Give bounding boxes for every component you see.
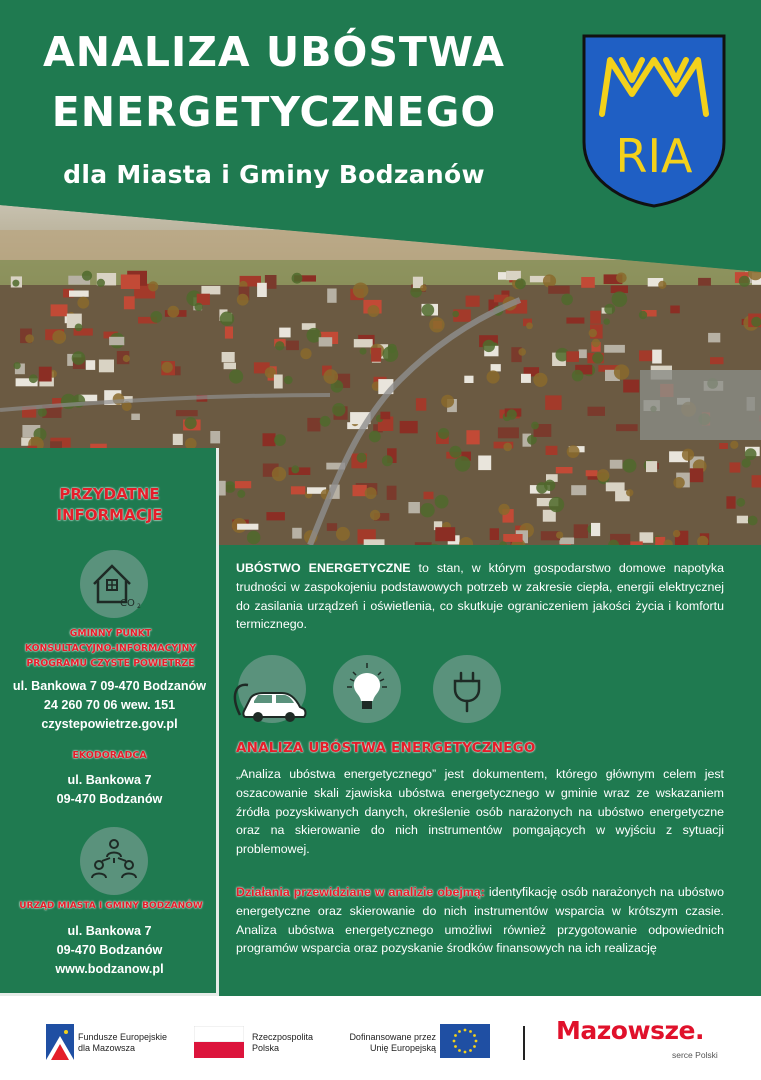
tree xyxy=(272,467,286,481)
analiza-paragraph: „Analiza ubóstwa energetycznego” jest dokumentem, którego głównym celem jest oszacowanie skali zjawiska ubóstwa energetycznego w gminie wraz ze wskazaniem źródła pozyskiwanych danych, określenie osób narażonych na ubóstwo energetyczne oraz na skierowanie do nich instrumentów pomgających w wyjściu z sytuacji problemowej. xyxy=(236,767,724,857)
light-bulb-icon xyxy=(333,655,401,723)
house-roof xyxy=(224,363,236,370)
house-roof xyxy=(503,534,522,542)
tree xyxy=(597,469,610,482)
house-roof xyxy=(690,468,704,482)
mazowsze-tagline: serce Polski xyxy=(672,1050,718,1060)
page-subtitle: dla Miasta i Gminy Bodzanów xyxy=(63,160,485,189)
tree xyxy=(612,291,628,307)
house-roof xyxy=(387,486,397,500)
house-roof xyxy=(69,291,89,297)
tree xyxy=(567,445,580,458)
house-roof xyxy=(646,461,657,472)
tree xyxy=(29,374,38,383)
urzad-heading: URZĄD MIASTA I GMINY BODZANÓW xyxy=(19,901,203,911)
house-roof xyxy=(279,328,290,338)
house-roof xyxy=(353,485,367,496)
house-roof xyxy=(559,538,574,545)
house-roof xyxy=(604,345,625,353)
house-roof xyxy=(99,360,114,373)
eu-label-line2: Unię Europejską xyxy=(369,1043,436,1053)
house-roof xyxy=(606,482,625,491)
tree xyxy=(382,455,393,466)
tree xyxy=(82,271,92,281)
house-roof xyxy=(498,272,506,280)
tree xyxy=(572,370,584,382)
dzialania-paragraph xyxy=(236,883,724,958)
tree xyxy=(237,294,249,306)
tree xyxy=(561,294,573,306)
tree xyxy=(604,318,610,324)
house-roof xyxy=(327,523,337,531)
eu-star xyxy=(453,1040,456,1043)
house-roof xyxy=(86,360,95,370)
dzialania-heading: Działania przewidziane w analizie obejmą: xyxy=(236,885,485,899)
tree xyxy=(148,281,158,291)
tree xyxy=(383,346,399,362)
house-roof xyxy=(124,296,135,309)
tree xyxy=(658,281,666,289)
urzad-address-line1: ul. Bankowa 7 xyxy=(67,924,152,938)
tree xyxy=(353,283,369,299)
house-roof xyxy=(545,395,561,410)
house-roof xyxy=(235,481,251,488)
tree xyxy=(220,312,234,326)
house-roof xyxy=(210,431,220,443)
gpk-phone: 24 260 70 06 wew. 151 xyxy=(43,698,176,712)
tree xyxy=(360,348,367,355)
house-roof xyxy=(201,286,220,295)
house-roof xyxy=(464,376,473,383)
tree xyxy=(739,276,750,287)
tree xyxy=(237,490,245,498)
fe-label-line2: dla Mazowsza xyxy=(78,1043,136,1053)
intro-term: UBÓSTWO ENERGETYCZNE xyxy=(236,561,411,575)
house-roof xyxy=(292,528,302,539)
fe-logo-icon xyxy=(46,1024,74,1060)
house-roof xyxy=(590,311,601,324)
house-roof xyxy=(579,349,587,358)
tree xyxy=(745,448,757,460)
house-roof xyxy=(408,502,420,513)
people-network-icon xyxy=(80,827,148,895)
eu-star xyxy=(473,1034,476,1037)
house-roof xyxy=(708,333,720,343)
tree xyxy=(592,339,600,347)
house-roof xyxy=(623,380,639,393)
house-roof xyxy=(616,424,638,431)
house-roof xyxy=(371,348,381,362)
house-roof xyxy=(586,470,598,476)
house-roof xyxy=(478,456,491,471)
house-roof xyxy=(266,512,285,520)
tree xyxy=(515,278,526,289)
tree xyxy=(452,311,459,318)
house-roof xyxy=(257,283,267,297)
house-roof xyxy=(491,364,501,371)
tree xyxy=(368,305,380,317)
tree xyxy=(616,273,627,284)
tree xyxy=(291,465,299,473)
urzad-address-line2: 09-470 Bodzanów xyxy=(56,943,163,957)
tree xyxy=(77,297,89,309)
tree xyxy=(247,531,261,545)
house-roof xyxy=(548,286,570,294)
mazowsze-logo: Mazowsze. xyxy=(556,1016,704,1045)
page-title-line2: ENERGETYCZNEGO xyxy=(51,88,497,136)
tree xyxy=(736,498,745,507)
gpk-line1: GMINNY PUNKT xyxy=(69,628,152,639)
tree xyxy=(543,274,556,287)
tree xyxy=(162,362,173,373)
gpk-website[interactable]: czystepowietrze.gov.pl xyxy=(41,717,178,731)
tree xyxy=(544,480,555,491)
tree xyxy=(14,362,21,369)
tree xyxy=(673,477,684,488)
eu-star xyxy=(454,1034,457,1037)
eu-star xyxy=(464,1029,467,1032)
house-roof xyxy=(571,485,586,495)
tree xyxy=(503,443,512,452)
eu-star xyxy=(464,1051,467,1054)
tree xyxy=(229,369,243,383)
house-roof xyxy=(291,486,305,494)
tree xyxy=(531,422,539,430)
house-roof xyxy=(416,398,426,411)
tree xyxy=(336,527,350,541)
gpk-line2: KONSULTACYJNO-INFORMACYJNY xyxy=(24,643,197,654)
house-roof xyxy=(415,542,432,545)
tree xyxy=(332,403,345,416)
poland-flag-icon xyxy=(194,1026,244,1058)
tree xyxy=(589,329,597,337)
tree xyxy=(284,376,293,385)
power-plug-icon xyxy=(433,655,501,723)
tree xyxy=(150,311,162,323)
house-roof xyxy=(521,374,531,383)
tree xyxy=(639,311,647,319)
tree xyxy=(420,285,427,292)
tree xyxy=(682,449,694,461)
co2-label: CO xyxy=(120,598,135,609)
tree xyxy=(300,348,311,359)
gpk-heading xyxy=(8,626,213,671)
eu-star xyxy=(469,1049,472,1052)
house-roof xyxy=(670,306,680,314)
useful-info-title-line1: PRZYDATNE xyxy=(59,485,160,503)
tree xyxy=(556,532,563,539)
crest-text: RIA xyxy=(615,129,693,183)
tree xyxy=(623,459,637,473)
house-roof xyxy=(719,443,728,449)
tree xyxy=(369,431,381,443)
tree xyxy=(626,489,633,496)
gpk-address-line1: ul. Bankowa 7 09-470 Bodzanów xyxy=(12,679,207,693)
tree xyxy=(549,497,564,512)
house-roof xyxy=(710,357,724,364)
house-roof xyxy=(173,434,183,445)
tree xyxy=(507,409,517,419)
house-roof xyxy=(109,337,124,345)
tree xyxy=(38,408,47,417)
house-roof xyxy=(400,421,418,433)
tree xyxy=(592,352,603,363)
eu-star xyxy=(473,1045,476,1048)
house-roof xyxy=(640,532,654,543)
tree xyxy=(487,370,500,383)
house-roof xyxy=(498,427,519,438)
co2-subscript: 2 xyxy=(137,603,141,610)
house-roof xyxy=(286,341,299,351)
page-title-line1: ANALIZA UBÓSTWA xyxy=(43,28,505,76)
tree xyxy=(422,304,435,317)
dzialania-text: identyfikację osób narażonych na ubóstwo energetyczne oraz skierowanie do nich instrumentów wsparcia w krótszym czasie. Analiza ubóstwa energetycznego umożliwi również przygotowanie odpowiednich programów wsparcia oraz pozyskanie środków finansowych na ich realizację xyxy=(236,885,724,956)
tree xyxy=(25,334,34,343)
house-roof xyxy=(591,523,600,536)
tree xyxy=(357,453,367,463)
rp-label-line2: Polska xyxy=(252,1043,280,1053)
eu-star xyxy=(469,1030,472,1033)
urzad-website[interactable]: www.bodzanow.pl xyxy=(55,962,164,976)
tree xyxy=(751,317,761,327)
tree xyxy=(320,416,331,427)
house-roof xyxy=(263,433,276,446)
house-roof xyxy=(752,475,761,487)
tree xyxy=(12,280,19,287)
house-roof xyxy=(652,350,662,364)
house-roof xyxy=(574,524,588,538)
tree xyxy=(123,355,130,362)
tree xyxy=(730,441,738,449)
tree xyxy=(673,530,680,537)
analiza-heading: ANALIZA UBÓSTWA ENERGETYCZNEGO xyxy=(236,740,536,756)
eu-flag-icon xyxy=(440,1024,490,1058)
eu-star xyxy=(475,1040,478,1043)
gpk-line3: PROGRAMU CZYSTE POWIETRZE xyxy=(26,658,195,669)
tree xyxy=(483,340,495,352)
house-co2-icon xyxy=(80,550,148,618)
tree xyxy=(420,503,434,517)
tree xyxy=(449,446,461,458)
house-roof xyxy=(466,430,479,444)
tree xyxy=(365,487,377,499)
eu-star xyxy=(454,1045,457,1048)
tree xyxy=(604,304,615,315)
bodzanow-crest-logo xyxy=(580,32,728,208)
tree xyxy=(518,348,526,356)
house-roof xyxy=(556,467,573,473)
tree xyxy=(75,324,83,332)
tree xyxy=(429,317,444,332)
house-roof xyxy=(435,527,455,541)
house-roof xyxy=(588,407,606,416)
house-roof xyxy=(51,304,68,316)
house-roof xyxy=(546,446,558,455)
tree xyxy=(370,510,380,520)
tree xyxy=(72,351,86,365)
house-roof xyxy=(354,339,373,347)
tree xyxy=(274,434,286,446)
tree xyxy=(275,341,284,350)
house-roof xyxy=(364,539,385,545)
useful-info-title-line2: INFORMACJE xyxy=(56,506,163,524)
tree xyxy=(455,456,471,472)
house-roof xyxy=(222,352,235,362)
fe-label-line1: Fundusze Europejskie xyxy=(78,1032,168,1042)
tree xyxy=(97,279,105,287)
tree xyxy=(614,364,629,379)
ekodoradca-heading: EKODORADCA xyxy=(72,750,147,761)
house-roof xyxy=(490,528,499,540)
tree xyxy=(167,306,179,318)
tree xyxy=(441,395,454,408)
ekodoradca-address-line1: ul. Bankowa 7 xyxy=(67,773,152,787)
tree xyxy=(194,303,202,311)
footer-separator xyxy=(523,1026,525,1060)
tree xyxy=(533,373,547,387)
ekodoradca-address xyxy=(0,771,219,809)
tree xyxy=(52,330,66,344)
tree xyxy=(185,417,197,429)
house-roof xyxy=(610,460,623,469)
house-roof xyxy=(566,318,584,324)
tree xyxy=(324,369,339,384)
tree xyxy=(526,322,533,329)
electric-car-icon xyxy=(238,655,306,723)
intro-text: to stan, w którym gospodarstwo domowe napotyka trudności w zaspokojeniu podstawowych potrzeb w zakresie ciepła, energii elektrycznej do zasilania urządzeń i oświetlenia, co skutkuje ograniczeniem jakości życia i komfortu termicznego. xyxy=(236,561,724,632)
ekodoradca-address-line2: 09-470 Bodzanów xyxy=(56,792,163,806)
tree xyxy=(742,458,751,467)
house-roof xyxy=(466,296,480,307)
gpk-address xyxy=(0,677,219,734)
house-roof xyxy=(327,289,336,303)
eu-star xyxy=(458,1049,461,1052)
intro-paragraph xyxy=(236,559,724,634)
house-roof xyxy=(121,275,140,290)
eu-star xyxy=(458,1030,461,1033)
house-roof xyxy=(698,278,711,286)
house-roof xyxy=(730,462,741,472)
footer-logos xyxy=(0,996,761,1080)
house-roof xyxy=(131,414,140,420)
tree xyxy=(498,504,509,515)
tree xyxy=(224,481,236,493)
urzad-address xyxy=(0,922,219,979)
tree xyxy=(438,428,449,439)
eu-label-line1: Dofinansowane przez xyxy=(349,1032,436,1042)
tree xyxy=(292,273,303,284)
house-roof xyxy=(307,418,320,432)
house-roof xyxy=(176,410,198,416)
house-roof xyxy=(380,412,390,420)
house-roof xyxy=(237,524,258,530)
tree xyxy=(435,495,449,509)
house-roof xyxy=(424,492,434,500)
house-roof xyxy=(39,367,52,382)
house-roof xyxy=(726,496,735,508)
house-roof xyxy=(737,516,748,524)
rp-label-line1: Rzeczpospolita xyxy=(252,1032,314,1042)
house-roof xyxy=(566,351,579,362)
useful-info-title xyxy=(0,484,219,526)
house-roof xyxy=(581,277,595,288)
house-roof xyxy=(225,327,233,339)
house-roof xyxy=(274,375,283,389)
house-roof xyxy=(319,337,333,346)
tree xyxy=(748,516,758,526)
